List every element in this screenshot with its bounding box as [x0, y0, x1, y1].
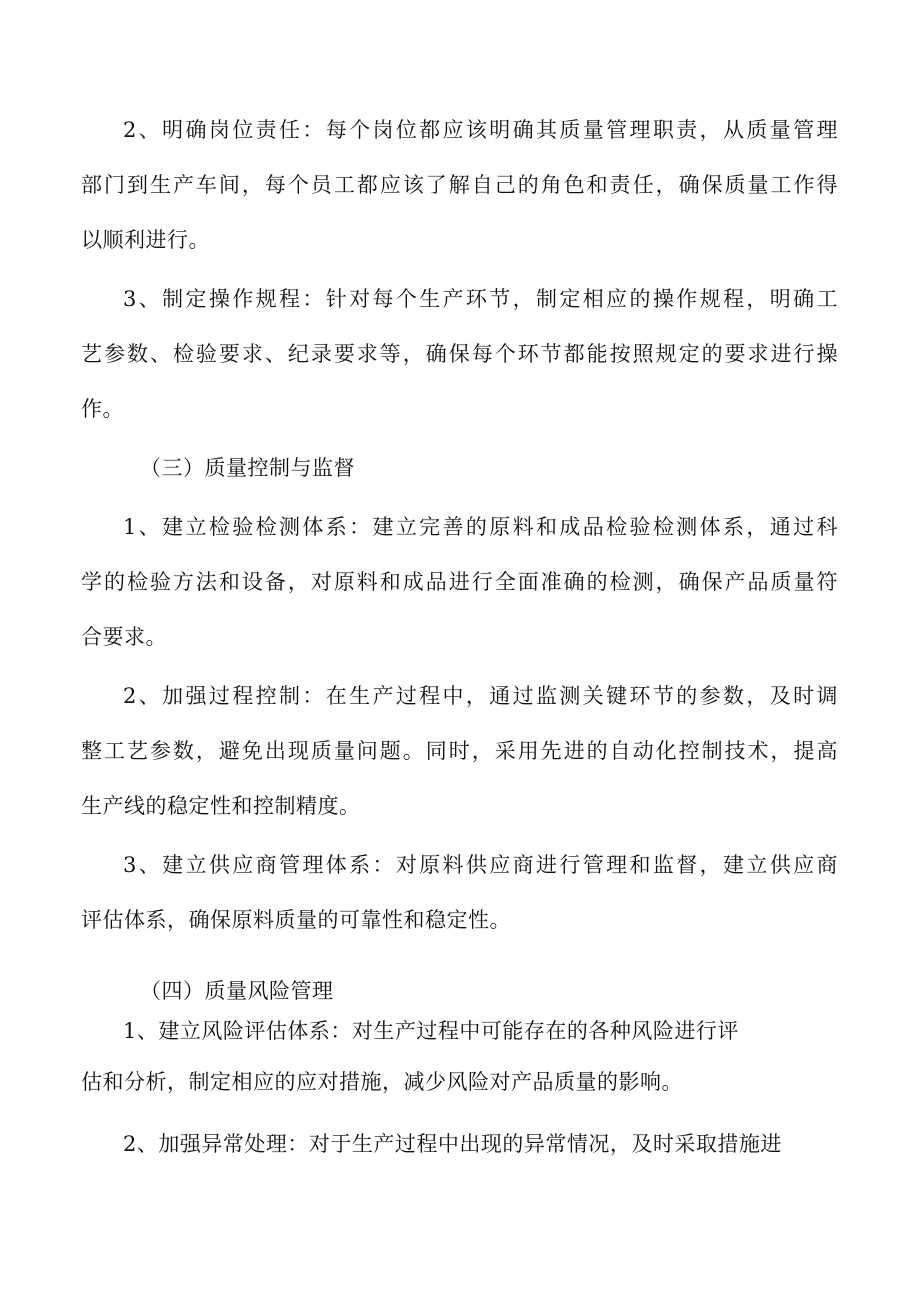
paragraph-line: 学的检验方法和设备，对原料和成品进行全面准确的检测，确保产品质量符: [81, 570, 838, 594]
paragraph-line: 整工艺参数，避免出现质量问题。同时，采用先进的自动化控制技术，提高: [81, 739, 838, 763]
paragraph-line: 2、加强异常处理：对于生产过程中出现的异常情况，及时采取措施进: [123, 1132, 782, 1156]
paragraph-line: 作。: [81, 397, 124, 421]
paragraph-line: 1、建立风险评估体系：对生产过程中可能存在的各种风险进行评: [123, 1019, 739, 1043]
paragraph-line: 部门到生产车间，每个员工都应该了解自己的角色和责任，确保质量工作得: [81, 173, 838, 197]
paragraph-line: 以顺利进行。: [81, 228, 210, 252]
section-heading: （三）质量控制与监督: [140, 456, 355, 480]
paragraph-line: 估和分析，制定相应的应对措施，减少风险对产品质量的影响。: [81, 1070, 683, 1094]
paragraph-line: 评估体系，确保原料质量的可靠性和稳定性。: [81, 908, 511, 932]
paragraph-line: 合要求。: [81, 625, 167, 649]
paragraph-line: 1、建立检验检测体系：建立完善的原料和成品检验检测体系，通过科: [123, 515, 838, 539]
paragraph-line: 生产线的稳定性和控制精度。: [81, 794, 361, 818]
paragraph-line: 3、建立供应商管理体系：对原料供应商进行管理和监督，建立供应商: [123, 853, 838, 877]
paragraph-line: 3、制定操作规程：针对每个生产环节，制定相应的操作规程，明确工: [123, 287, 838, 311]
paragraph-line: 2、明确岗位责任：每个岗位都应该明确其质量管理职责，从质量管理: [123, 118, 838, 142]
paragraph-line: 艺参数、检验要求、纪录要求等，确保每个环节都能按照规定的要求进行操: [81, 342, 838, 366]
section-heading: （四）质量风险管理: [140, 979, 334, 1003]
paragraph-line: 2、加强过程控制：在生产过程中，通过监测关键环节的参数，及时调: [123, 684, 838, 708]
